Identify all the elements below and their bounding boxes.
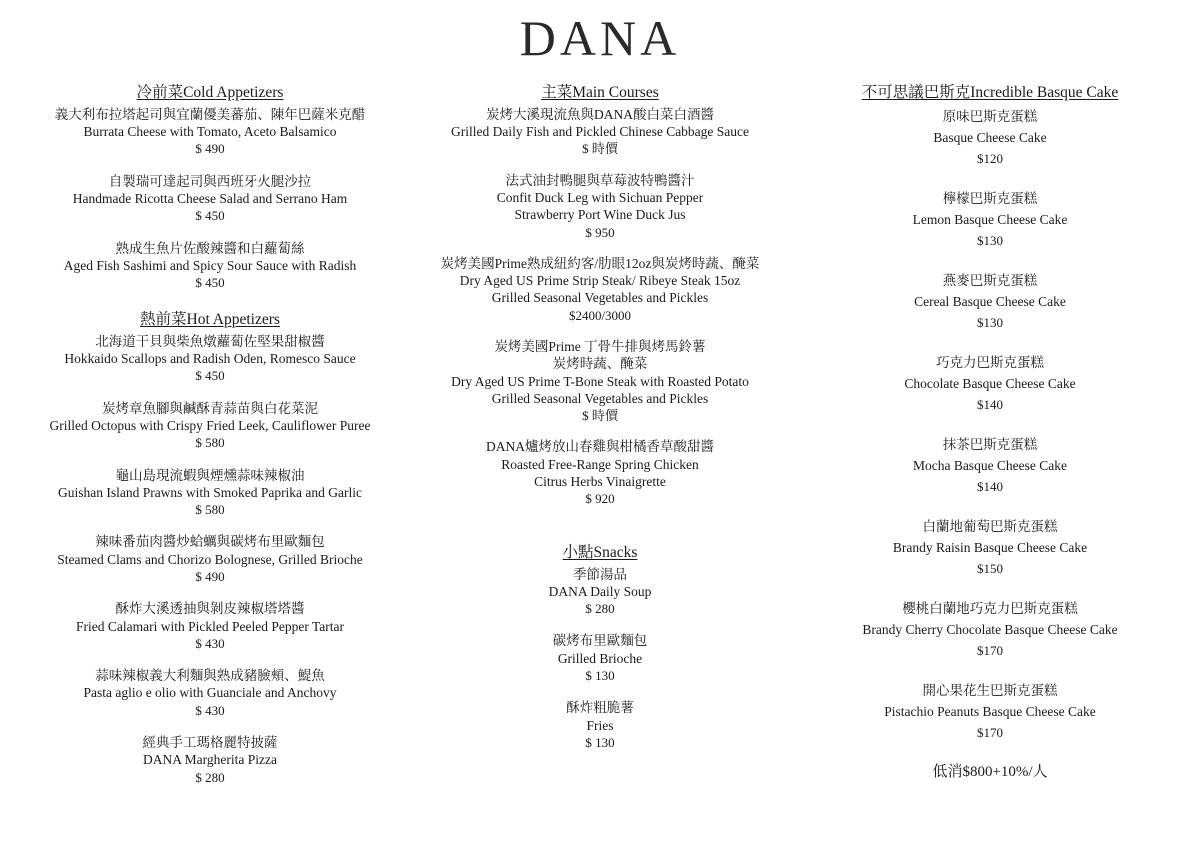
item-name-zh: 碳烤布里歐麵包 <box>552 633 648 649</box>
section-title-main-courses: 主菜Main Courses <box>541 84 659 101</box>
item-price: $ 450 <box>195 368 225 384</box>
item-name-en: Basque Cheese Cake <box>933 130 1047 145</box>
menu-item <box>410 172 790 241</box>
item-price: $ 450 <box>195 208 225 224</box>
item-name-en: Mocha Basque Cheese Cake <box>912 458 1068 473</box>
item-name-zh: 酥炸粗脆薯 <box>566 700 634 716</box>
item-price: $ 時價 <box>582 141 618 157</box>
item-line: 炭烤美國Prime熟成紐約客/肋眼12oz與炭烤時蔬、醃菜 <box>440 256 760 272</box>
middle-column <box>410 80 790 766</box>
item-name-zh: 燕麥巴斯克蛋糕 <box>942 273 1038 288</box>
item-name-en: Burrata Cheese with Tomato, Aceto Balsamico <box>83 124 337 140</box>
menu-item <box>410 566 790 618</box>
item-name-en: Handmade Ricotta Cheese Salad and Serrano Ham <box>72 191 348 207</box>
item-price: $ 920 <box>585 491 615 507</box>
item-price: $170 <box>977 725 1003 740</box>
item-name-zh: 經典手工瑪格麗特披薩 <box>142 735 278 751</box>
item-line: 法式油封鴨腿與草莓波特鴨醬汁 <box>505 172 695 188</box>
item-price: $2400/3000 <box>568 307 632 323</box>
item-price: $120 <box>977 151 1003 166</box>
menu-item <box>800 106 1180 170</box>
section-title-basque-cake: 不可思議巴斯克Incredible Basque Cake <box>861 84 1119 101</box>
item-price: $ 950 <box>585 224 615 240</box>
item-name-zh: 季節湯品 <box>573 566 627 582</box>
item-name-en: Grilled Brioche <box>557 650 643 666</box>
item-line: Dry Aged US Prime Strip Steak/ Ribeye Steak 15oz <box>459 273 741 289</box>
item-price: $ 430 <box>195 702 225 718</box>
item-name-zh: 熟成生魚片佐酸辣醬和白蘿蔔絲 <box>115 240 305 256</box>
menu-item <box>800 352 1180 416</box>
menu-item <box>410 632 790 684</box>
menu-item <box>800 434 1180 498</box>
menu-item <box>410 438 790 507</box>
item-name-zh: 蒜味辣椒義大利麵與熟成豬臉頰、鯷魚 <box>95 668 325 684</box>
section-title-cold-appetizers: 冷前菜Cold Appetizers <box>136 84 284 101</box>
item-name-en: Aged Fish Sashimi and Spicy Sour Sauce with Radish <box>63 258 357 274</box>
item-line: Citrus Herbs Vinaigrette <box>534 473 666 489</box>
item-price: $ 450 <box>195 275 225 291</box>
item-price: $ 時價 <box>582 407 618 423</box>
menu-item <box>800 270 1180 334</box>
menu-item <box>800 598 1180 662</box>
item-price: $ 490 <box>195 568 225 584</box>
item-price: $140 <box>977 479 1003 494</box>
menu-item <box>20 173 400 225</box>
item-price: $130 <box>977 233 1003 248</box>
item-line: Grilled Daily Fish and Pickled Chinese Cabbage Sauce <box>450 124 750 140</box>
minimum-charge-note: 低消$800+10%/人 <box>932 764 1048 780</box>
item-line: Dry Aged US Prime T-Bone Steak with Roasted Potato <box>451 373 749 389</box>
item-name-zh: 辣味番茄肉醬炒蛤蠣與碳烤布里歐麵包 <box>95 534 325 550</box>
item-name-en: Steamed Clams and Chorizo Bolognese, Grilled Brioche <box>57 551 363 567</box>
item-price: $150 <box>977 561 1003 576</box>
item-name-en: Fried Calamari with Pickled Peeled Pepper Tartar <box>76 618 344 634</box>
item-price: $ 280 <box>585 600 615 616</box>
menu-item <box>20 333 400 385</box>
item-name-en: Chocolate Basque Cheese Cake <box>904 376 1076 391</box>
menu-item <box>20 467 400 519</box>
right-column <box>800 80 1180 782</box>
item-name-zh: 義大利布拉塔起司與宜蘭優美蕃茄、陳年巴薩米克醋 <box>54 107 366 122</box>
item-line: Roasted Free-Range Spring Chicken <box>501 456 699 472</box>
menu-item <box>800 680 1180 744</box>
item-name-zh: 炭烤章魚腳與鹹酥青蒜苗與白花菜泥 <box>102 400 318 416</box>
item-line: Grilled Seasonal Vegetables and Pickles <box>491 290 709 306</box>
menu-item <box>410 338 790 424</box>
item-line: 炭烤美國Prime 丁骨牛排與烤馬鈴薯 <box>494 339 706 355</box>
item-price: $ 490 <box>195 141 225 157</box>
item-line: 炭烤時蔬、醃菜 <box>552 356 648 372</box>
menu-item <box>20 240 400 292</box>
item-name-en: DANA Margherita Pizza <box>143 752 277 768</box>
item-line: Confit Duck Leg with Sichuan Pepper <box>496 190 704 206</box>
item-price: $ 430 <box>195 635 225 651</box>
item-name-en: Fries <box>586 717 614 733</box>
item-name-en: Pasta aglio e olio with Guanciale and Anchovy <box>83 685 337 701</box>
item-name-zh: 自製瑞可達起司與西班牙火腿沙拉 <box>108 173 312 189</box>
item-name-en: Lemon Basque Cheese Cake <box>912 212 1068 227</box>
item-name-zh: 抹茶巴斯克蛋糕 <box>942 437 1038 452</box>
item-price: $140 <box>977 397 1003 412</box>
item-name-en: Grilled Octopus with Crispy Fried Leek, Cauliflower Puree <box>49 417 371 433</box>
item-name-en: Brandy Cherry Chocolate Basque Cheese Cake <box>862 622 1118 637</box>
item-name-zh: 龜山島現流蝦與煙燻蒜味辣椒油 <box>115 467 305 483</box>
menu-item <box>410 106 790 158</box>
item-name-zh: 檸檬巴斯克蛋糕 <box>942 191 1038 206</box>
menu-item <box>800 516 1180 580</box>
menu-item <box>410 699 790 751</box>
left-column <box>20 80 400 801</box>
item-name-zh: 櫻桃白蘭地巧克力巴斯克蛋糕 <box>902 601 1078 616</box>
item-name-en: Brandy Raisin Basque Cheese Cake <box>892 540 1088 555</box>
item-name-zh: 原味巴斯克蛋糕 <box>942 109 1038 124</box>
item-line: Grilled Seasonal Vegetables and Pickles <box>491 390 709 406</box>
item-price: $ 130 <box>585 734 615 750</box>
menu-item <box>20 734 400 786</box>
section-title-snacks: 小點Snacks <box>562 543 638 561</box>
item-name-zh: 白蘭地葡萄巴斯克蛋糕 <box>922 519 1058 534</box>
restaurant-name: DANA <box>519 10 681 66</box>
item-price: $ 280 <box>195 769 225 785</box>
item-name-zh: 北海道干貝與柴魚燉蘿蔔佐堅果甜椒醬 <box>95 333 325 349</box>
section-title-hot-appetizers: 熱前菜Hot Appetizers <box>140 310 280 328</box>
item-price: $ 580 <box>195 435 225 451</box>
item-name-zh: 巧克力巴斯克蛋糕 <box>936 355 1044 370</box>
item-price: $ 130 <box>585 667 615 683</box>
item-price: $130 <box>977 315 1003 330</box>
menu-item <box>800 188 1180 252</box>
item-name-en: Hokkaido Scallops and Radish Oden, Romesco Sauce <box>64 350 356 366</box>
menu-item <box>410 255 790 324</box>
item-line: DANA爐烤放山春雞與柑橘香草酸甜醬 <box>486 439 714 455</box>
menu-item <box>20 533 400 585</box>
item-name-zh: 酥炸大溪透抽與剝皮辣椒塔塔醬 <box>115 601 305 617</box>
item-price: $ 580 <box>195 501 225 517</box>
item-name-en: Cereal Basque Cheese Cake <box>914 294 1066 309</box>
menu-item <box>20 600 400 652</box>
menu-item <box>20 400 400 452</box>
menu-item <box>20 667 400 719</box>
item-name-zh: 開心果花生巴斯克蛋糕 <box>922 683 1058 698</box>
item-price: $170 <box>977 643 1003 658</box>
menu-item <box>20 106 400 158</box>
item-name-en: Pistachio Peanuts Basque Cheese Cake <box>884 704 1096 719</box>
item-name-en: DANA Daily Soup <box>548 583 652 599</box>
item-line: Strawberry Port Wine Duck Jus <box>514 207 686 223</box>
item-name-en: Guishan Island Prawns with Smoked Paprika and Garlic <box>57 484 363 500</box>
item-line: 炭烤大溪現流魚與DANA酸白菜白酒醬 <box>486 107 714 122</box>
